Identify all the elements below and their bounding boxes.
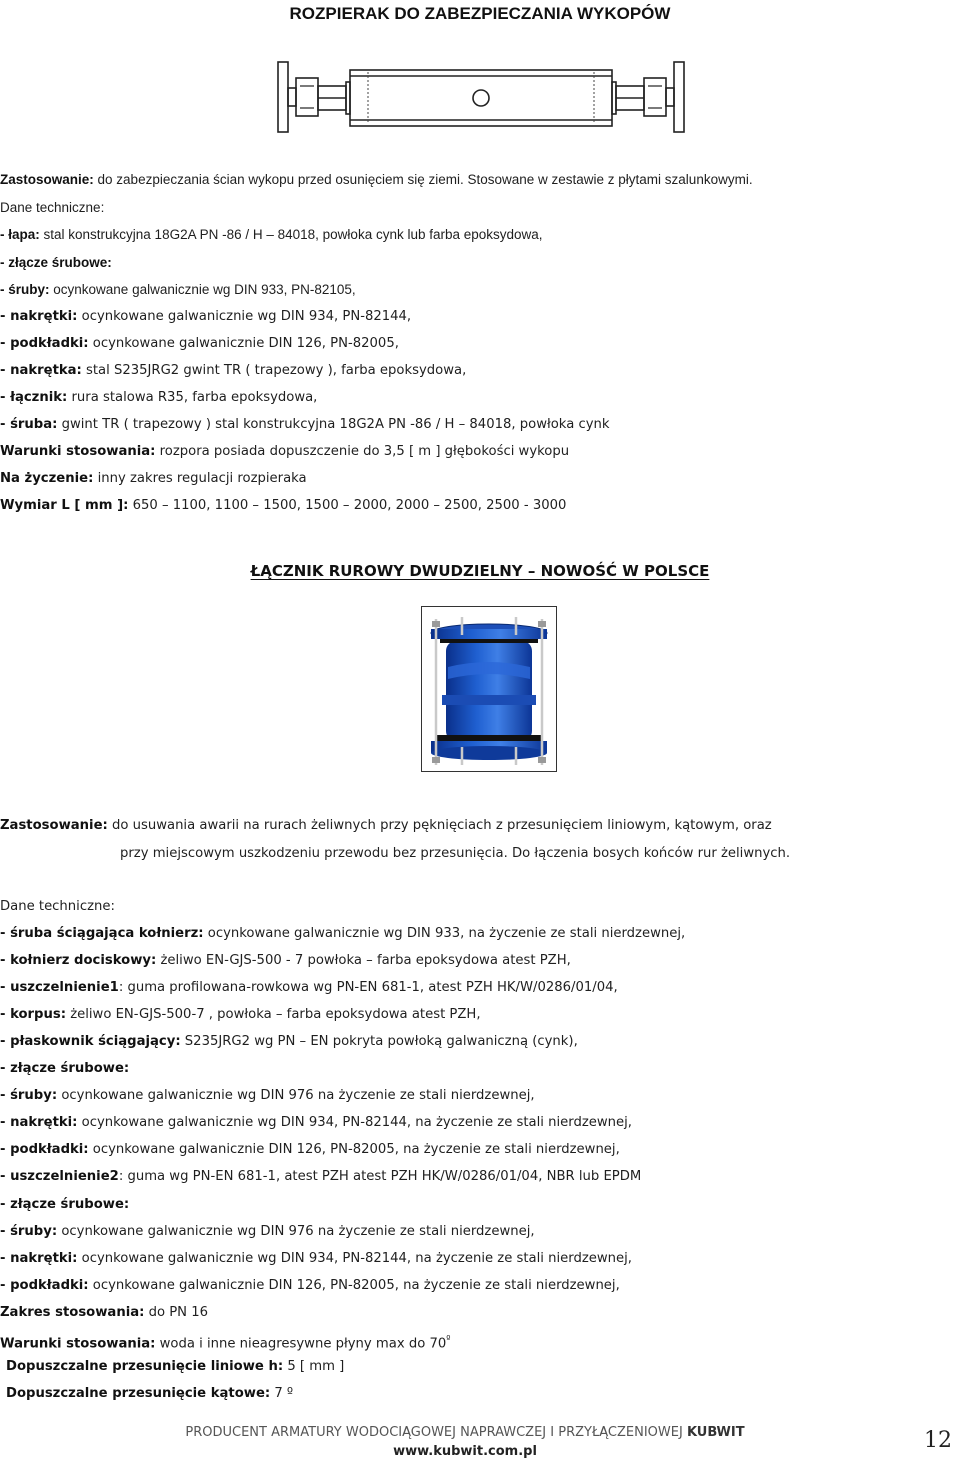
line-text: ocynkowane galwanicznie DIN 126, PN-82005, na życzenie ze stali nierdzewnej, — [88, 1278, 620, 1293]
line-text: rura stalowa R35, farba epoksydowa, — [67, 390, 318, 405]
section2-line — [0, 925, 685, 943]
line-text: 5 [ mm ] — [283, 1359, 345, 1374]
line-text: żeliwo EN-GJS-500-7 , powłoka – farba epoksydowa atest PZH, — [66, 1007, 481, 1022]
line-label: - uszczelnienie2 — [0, 1169, 119, 1184]
line-label: - nakrętki: — [0, 309, 78, 324]
line-label: - śruby: — [0, 1224, 58, 1239]
line-label: - złącze śrubowe: — [0, 1061, 130, 1076]
line-text: 650 – 1100, 1100 – 1500, 1500 – 2000, 2000 – 2500, 2500 - 3000 — [128, 498, 567, 513]
line-text: gwint TR ( trapezowy ) stal konstrukcyjna 18G2A PN -86 / H – 84018, powłoka cynk — [57, 417, 610, 432]
section2-line — [0, 1168, 641, 1186]
section1-line — [0, 443, 569, 461]
section1-line — [0, 416, 610, 434]
line-label: - nakrętki: — [0, 1115, 78, 1130]
line-text: : guma profilowana-rowkowa wg PN-EN 681-1, atest PZH HK/W/0286/01/04, — [118, 980, 618, 995]
section2-line — [0, 952, 571, 970]
line-label: - kołnierz dociskowy: — [0, 953, 157, 968]
pipe-coupling-photo — [421, 606, 557, 772]
page-footer — [0, 1423, 930, 1461]
section2-line — [0, 1304, 208, 1322]
section2-line — [0, 817, 772, 835]
section2-line — [0, 1006, 481, 1024]
line-label: - łapa: — [0, 227, 40, 242]
line-text: S235JRG2 wg PN – EN pokryta powłoką galwaniczną (cynk), — [180, 1034, 578, 1049]
line-label: - łącznik: — [0, 390, 68, 405]
line-label: Na życzenie: — [0, 471, 94, 486]
line-text: ocynkowane galwanicznie wg DIN 976 na życzenie ze stali nierdzewnej, — [57, 1088, 535, 1103]
line-label: Dopuszczalne przesunięcie liniowe h: — [6, 1359, 284, 1374]
line-label: - śruba ściągająca kołnierz: — [0, 926, 204, 941]
line-text: woda i inne nieagresywne płyny max do 70 — [155, 1336, 447, 1352]
line-label: - podkładki: — [0, 1142, 89, 1157]
line-text: stal konstrukcyjna 18G2A PN -86 / H – 84018, powłoka cynk lub farba epoksydowa, — [39, 227, 543, 242]
section2-line — [0, 1277, 620, 1295]
line-text: do zabezpieczania ścian wykopu przed osunięciem się ziemi. Stosowane w zestawie z płytami szalunkowymi. — [93, 172, 753, 187]
line-label: Warunki stosowania: — [0, 1336, 156, 1352]
line-text: do usuwania awarii na rurach żeliwnych przy pęknięciach z przesunięciem liniowym, kątowym, oraz — [107, 818, 772, 833]
footer-url: www.kubwit.com.pl — [393, 1444, 537, 1459]
line-label: - śruba: — [0, 417, 58, 432]
section2-line — [0, 1114, 632, 1132]
page-number: 12 — [924, 1428, 952, 1453]
line-text: stal S235JRG2 gwint TR ( trapezowy ), farba epoksydowa, — [81, 363, 467, 378]
line-text: ocynkowane galwanicznie DIN 126, PN-82005, na życzenie ze stali nierdzewnej, — [88, 1142, 620, 1157]
line-label: - korpus: — [0, 1007, 66, 1022]
line-text: ocynkowane galwanicznie wg DIN 933, PN-82105, — [49, 282, 356, 297]
section2-line — [0, 1331, 451, 1353]
section2-line — [0, 979, 618, 997]
line-label: - śruby: — [0, 1088, 58, 1103]
section2-line — [120, 845, 790, 863]
section1-line — [0, 226, 543, 244]
line-label: - podkładki: — [0, 336, 89, 351]
section1-line — [0, 308, 411, 326]
section2-line — [6, 1358, 344, 1376]
section2-line — [0, 1141, 620, 1159]
section2-line — [0, 1033, 578, 1051]
line-label: Zastosowanie: — [0, 818, 108, 833]
degree-mark: º — [446, 1335, 451, 1345]
line-text: do PN 16 — [144, 1305, 209, 1320]
section1-line — [0, 497, 566, 515]
section1-title: ROZPIERAK DO ZABEZPIECZANIA WYKOPÓW — [289, 4, 671, 23]
line-text: : guma wg PN-EN 681-1, atest PZH atest PZH HK/W/0286/01/04, NBR lub EPDM — [118, 1169, 642, 1184]
line-label: - śruby: — [0, 282, 50, 297]
line-label: Zakres stosowania: — [0, 1305, 145, 1320]
line-text: rozpora posiada dopuszczenie do 3,5 [ m ] głębokości wykopu — [155, 444, 570, 459]
line-text: ocynkowane galwanicznie DIN 126, PN-82005, — [88, 336, 399, 351]
section2-line — [0, 1223, 535, 1241]
footer-brand: KUBWIT — [686, 1425, 745, 1440]
section1-line — [0, 171, 753, 189]
line-text: Dane techniczne: — [0, 200, 105, 215]
line-label: Warunki stosowania: — [0, 444, 156, 459]
line-text: ocynkowane galwanicznie wg DIN 934, PN-82144, na życzenie ze stali nierdzewnej, — [77, 1251, 632, 1266]
section2-line — [0, 1060, 129, 1078]
line-text: ocynkowane galwanicznie wg DIN 933, na życzenie ze stali nierdzewnej, — [203, 926, 686, 941]
line-label: Dopuszczalne przesunięcie kątowe: — [6, 1386, 271, 1401]
line-label: - płaskownik ściągający: — [0, 1034, 181, 1049]
line-label: - nakrętka: — [0, 363, 82, 378]
line-label: - nakrętki: — [0, 1251, 78, 1266]
line-label: Zastosowanie: — [0, 172, 94, 187]
footer-producer-text: PRODUCENT ARMATURY WODOCIĄGOWEJ NAPRAWCZEJ I PRZYŁĄCZENIOWEJ — [185, 1425, 687, 1440]
section1-line — [0, 254, 112, 272]
section1-line — [0, 335, 399, 353]
line-label: Wymiar L [ mm ]: — [0, 498, 129, 513]
section1-line — [0, 281, 356, 299]
section1-line — [0, 470, 307, 488]
section2-line — [0, 898, 115, 916]
line-label: - złącze śrubowe: — [0, 1197, 130, 1212]
section1-line — [0, 389, 317, 407]
line-text: ocynkowane galwanicznie wg DIN 976 na życzenie ze stali nierdzewnej, — [57, 1224, 535, 1239]
line-text: 7 º — [270, 1386, 294, 1401]
line-text: inny zakres regulacji rozpieraka — [93, 471, 307, 486]
line-label: - podkładki: — [0, 1278, 89, 1293]
section1-line — [0, 362, 466, 380]
line-text: ocynkowane galwanicznie wg DIN 934, PN-82144, — [77, 309, 412, 324]
section1-line — [0, 199, 104, 217]
line-label: - złącze śrubowe: — [0, 255, 112, 270]
section2-title: ŁĄCZNIK RUROWY DWUDZIELNY – NOWOŚĆ W POLSCE — [250, 562, 710, 580]
line-text: Dane techniczne: — [0, 899, 115, 914]
section2-line — [0, 1087, 535, 1105]
line-text: żeliwo EN-GJS-500 - 7 powłoka – farba epoksydowa atest PZH, — [156, 953, 571, 968]
section2-line — [0, 1196, 129, 1214]
section2-line — [0, 1250, 632, 1268]
trench-strut-drawing — [276, 60, 686, 138]
line-text: ocynkowane galwanicznie wg DIN 934, PN-82144, na życzenie ze stali nierdzewnej, — [77, 1115, 632, 1130]
line-text: przy miejscowym uszkodzeniu przewodu bez przesunięcia. Do łączenia bosych końców rur żeliwnych. — [120, 846, 791, 861]
line-label: - uszczelnienie1 — [0, 980, 119, 995]
section2-line — [6, 1385, 293, 1403]
